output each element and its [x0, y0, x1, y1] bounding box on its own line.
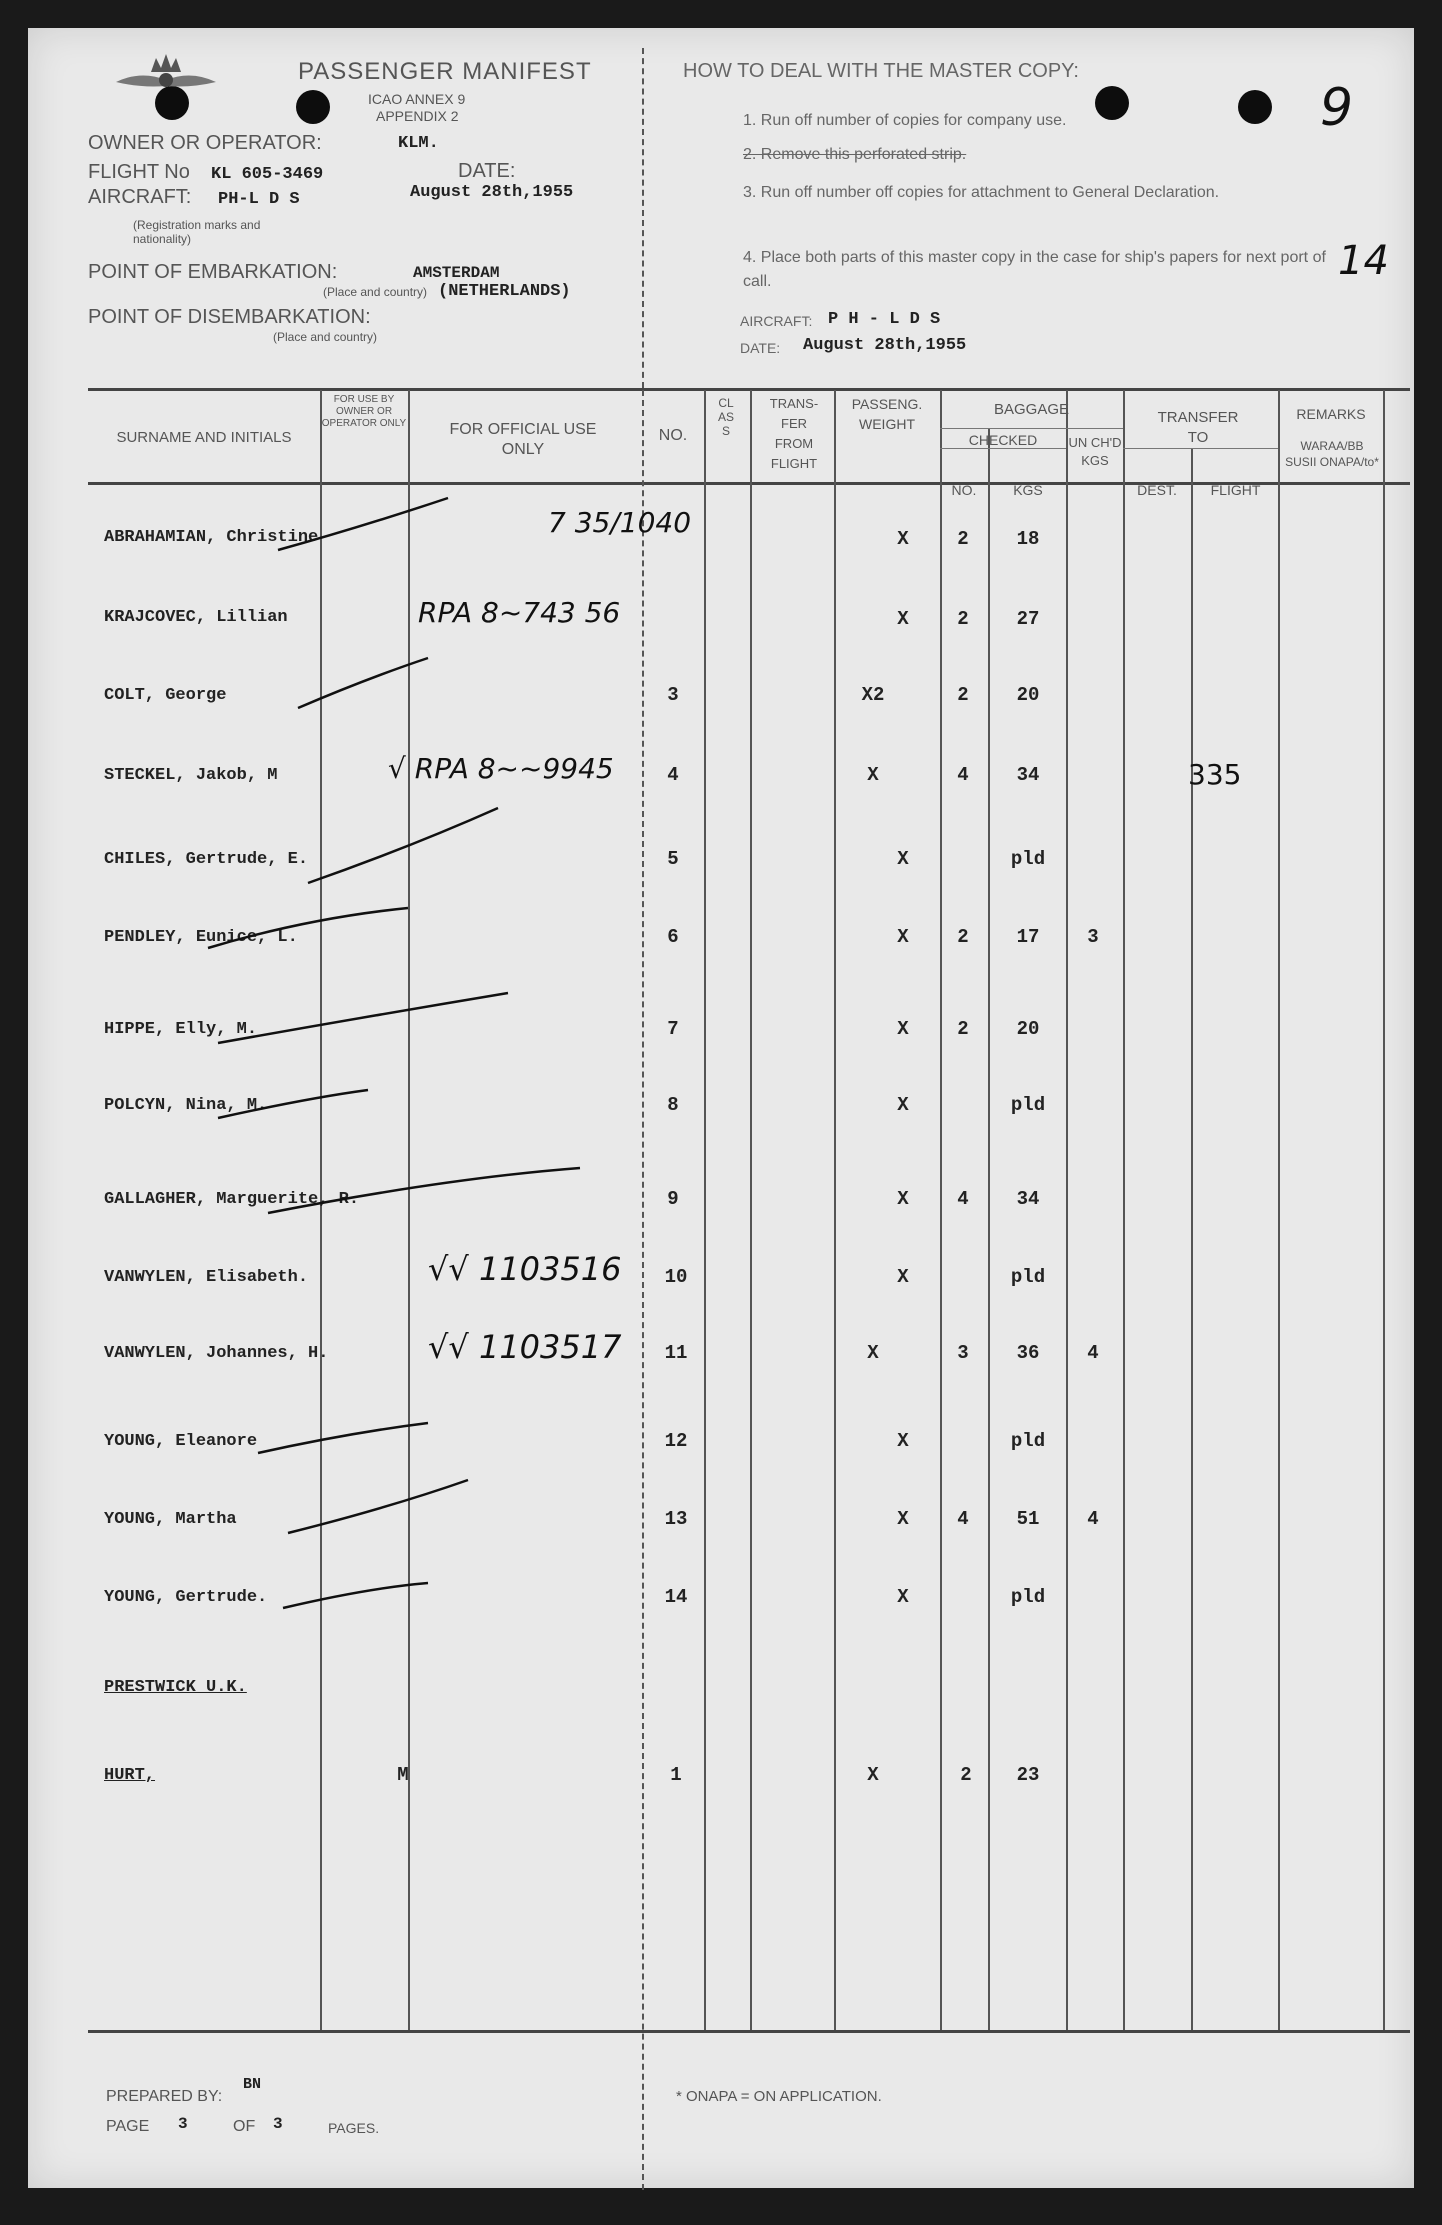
- bag-kgs: 18: [1016, 528, 1040, 550]
- passenger-name: COLT, George: [104, 686, 227, 705]
- col-header-class: CLASS: [718, 396, 735, 438]
- col-header-remarks-sub: WARAA/BB SUSII ONAPA/to*: [1285, 439, 1379, 469]
- pages-label: PAGES.: [328, 2120, 380, 2136]
- instruction-2: 2. Remove this perforated strip.: [743, 146, 967, 163]
- bag-kgs: pld: [1010, 1266, 1046, 1288]
- row-number: 4: [667, 764, 679, 786]
- row-number: 12: [664, 1430, 688, 1452]
- col-header-dest: DEST.: [1137, 482, 1177, 498]
- row-number: 6: [667, 926, 679, 948]
- owner-mark: M: [397, 1764, 409, 1786]
- passenger-name: KRAJCOVEC, Lillian: [104, 608, 288, 627]
- row-number: 1: [670, 1764, 682, 1786]
- bag-kgs: pld: [1010, 1586, 1046, 1608]
- embarkation-country: (NETHERLANDS): [438, 282, 571, 301]
- manifest-title: PASSENGER MANIFEST: [298, 58, 592, 85]
- flight-label: FLIGHT No: [88, 161, 190, 183]
- bag-count: 2: [957, 608, 969, 630]
- of-label: OF: [233, 2118, 256, 2135]
- col-header-unchecked: UN CH'D KGS: [1068, 435, 1122, 468]
- passenger-name: YOUNG, Gertrude.: [104, 1588, 268, 1607]
- place-note: (Place and country): [323, 285, 428, 299]
- page-label: PAGE: [106, 2118, 150, 2135]
- instructions-date-label: DATE:: [740, 340, 781, 356]
- bag-kgs: 34: [1016, 1188, 1040, 1210]
- bag-kgs: 20: [1016, 684, 1040, 706]
- passenger-name: ABRAHAMIAN, Christine: [104, 528, 319, 547]
- bag-count: 2: [957, 1018, 969, 1040]
- official-entry: √√ 1103517: [428, 1328, 622, 1366]
- weight-mark: X: [897, 926, 909, 948]
- bag-count: 2: [960, 1764, 972, 1786]
- weight-mark: X: [897, 1508, 909, 1530]
- passenger-name: STECKEL, Jakob, M: [104, 766, 278, 785]
- passenger-name: VANWYLEN, Johannes, H.: [104, 1344, 329, 1363]
- passenger-name: POLCYN, Nina, M.: [104, 1096, 268, 1115]
- col-header-surname: SURNAME AND INITIALS: [116, 429, 292, 446]
- bag-kgs: pld: [1010, 848, 1046, 870]
- instruction-3: 3. Run off number off copies for attachment to General Declaration.: [743, 184, 1220, 201]
- instruction-1: 1. Run off number of copies for company use.: [743, 112, 1067, 129]
- instructions-date-value: August 28th,1955: [803, 336, 967, 355]
- manifest-sheet: [28, 28, 1414, 2188]
- bag-count: 2: [957, 684, 969, 706]
- passenger-name: CHILES, Gertrude, E.: [104, 850, 309, 869]
- prepared-by-value: BN: [243, 2076, 262, 2093]
- unchecked-kgs: 4: [1087, 1342, 1099, 1364]
- row-number: 9: [667, 1188, 679, 1210]
- bag-count: 2: [957, 926, 969, 948]
- bag-count: 3: [957, 1342, 969, 1364]
- section-title: PRESTWICK U.K.: [104, 1678, 247, 1697]
- col-header-checked: CHECKED: [968, 432, 1038, 448]
- col-header-weight: PASSENG. WEIGHT: [851, 396, 923, 432]
- instructions-aircraft-label: AIRCRAFT:: [740, 313, 813, 329]
- row-number: 3: [667, 684, 679, 706]
- bag-kgs: 51: [1016, 1508, 1040, 1530]
- prepared-by-label: PREPARED BY:: [106, 2088, 223, 2105]
- weight-mark: X: [897, 1018, 909, 1040]
- weight-mark: X: [897, 1188, 909, 1210]
- weight-mark: X: [867, 1342, 879, 1364]
- handwritten-9: 9: [1320, 78, 1354, 138]
- weight-mark: X: [897, 1266, 909, 1288]
- col-header-remarks: REMARKS: [1296, 406, 1366, 422]
- embarkation-label: POINT OF EMBARKATION:: [88, 261, 338, 283]
- bag-kgs: 20: [1016, 1018, 1040, 1040]
- weight-mark: X: [867, 1764, 879, 1786]
- place-note-2: (Place and country): [273, 330, 378, 344]
- weight-mark: X: [867, 764, 879, 786]
- appendix-label: APPENDIX 2: [376, 108, 459, 124]
- owner-label: OWNER OR OPERATOR:: [88, 132, 322, 154]
- bag-kgs: 27: [1016, 608, 1040, 630]
- passenger-name: HIPPE, Elly, M.: [104, 1020, 258, 1039]
- col-header-transfer-to: TRANSFER TO: [1157, 409, 1239, 446]
- bag-kgs: 23: [1016, 1764, 1040, 1786]
- unchecked-kgs: 3: [1087, 926, 1099, 948]
- date-value: August 28th,1955: [410, 183, 574, 202]
- bag-kgs: 34: [1016, 764, 1040, 786]
- bag-kgs: pld: [1010, 1430, 1046, 1452]
- official-entry: RPA 8~743 56: [418, 596, 621, 629]
- col-header-official: FOR OFFICIAL USE ONLY: [449, 421, 597, 458]
- row-number: 7: [667, 1018, 679, 1040]
- page-number: 3: [178, 2115, 188, 2133]
- bag-count: 4: [957, 1508, 969, 1530]
- passenger-name: YOUNG, Eleanore: [104, 1432, 258, 1451]
- weight-mark: X: [897, 1094, 909, 1116]
- official-entry: √ RPA 8~~9945: [388, 752, 614, 785]
- pen-strokes: [28, 28, 1414, 2188]
- col-header-no: NO.: [658, 427, 688, 444]
- flight-value: KL 605-3469: [211, 165, 324, 184]
- col-header-bag-no: NO.: [951, 482, 977, 498]
- row-number: 10: [664, 1266, 688, 1288]
- col-header-owner-use: FOR USE BY OWNER OR OPERATOR ONLY: [321, 394, 407, 429]
- official-entry: √√ 1103516: [428, 1250, 622, 1288]
- row-number: 5: [667, 848, 679, 870]
- onapa-note: * ONAPA = ON APPLICATION.: [676, 2088, 882, 2105]
- transfer-flight: 335: [1188, 758, 1242, 791]
- row-number: 11: [664, 1342, 688, 1364]
- disembarkation-label: POINT OF DISEMBARKATION:: [88, 306, 371, 328]
- official-entry: 7 35/1040: [548, 506, 692, 539]
- aircraft-value: PH-L D S: [218, 190, 300, 209]
- weight-mark: X: [897, 608, 909, 630]
- handwritten-14: 14: [1338, 238, 1389, 284]
- bag-kgs: pld: [1010, 1094, 1046, 1116]
- passenger-name: PENDLEY, Eunice, L.: [104, 928, 298, 947]
- bag-kgs: 36: [1016, 1342, 1040, 1364]
- instructions-title: HOW TO DEAL WITH THE MASTER COPY:: [683, 60, 1079, 82]
- bag-count: 4: [957, 1188, 969, 1210]
- passenger-name: YOUNG, Martha: [104, 1510, 237, 1529]
- aircraft-label: AIRCRAFT:: [88, 186, 192, 208]
- col-header-flight: FLIGHT: [1210, 482, 1261, 498]
- weight-mark: X: [897, 1586, 909, 1608]
- col-header-kgs: KGS: [1013, 482, 1043, 498]
- weight-mark: X: [897, 528, 909, 550]
- col-header-baggage: BAGGAGE: [993, 401, 1070, 418]
- unchecked-kgs: 4: [1087, 1508, 1099, 1530]
- total-pages: 3: [273, 2115, 283, 2133]
- weight-mark: X: [897, 1430, 909, 1452]
- col-header-transfer-from: TRANS-FER FROM FLIGHT: [769, 396, 819, 471]
- bag-count: 2: [957, 528, 969, 550]
- row-number: 13: [664, 1508, 688, 1530]
- weight-mark: X2: [861, 684, 885, 706]
- owner-value: KLM.: [398, 134, 439, 153]
- weight-mark: X: [897, 848, 909, 870]
- passenger-name: GALLAGHER, Marguerite, R.: [104, 1190, 360, 1209]
- passenger-name: HURT,: [104, 1766, 156, 1785]
- embarkation-city: AMSTERDAM: [413, 264, 500, 282]
- instruction-4: 4. Place both parts of this master copy in the case for ship's papers for next port of call.: [743, 249, 1326, 290]
- row-number: 14: [664, 1586, 688, 1608]
- passenger-name: VANWYLEN, Elisabeth.: [104, 1268, 309, 1287]
- date-label: DATE:: [458, 160, 516, 182]
- registration-note: (Registration marks and nationality): [133, 218, 261, 246]
- row-number: 8: [667, 1094, 679, 1116]
- bag-kgs: 17: [1016, 926, 1040, 948]
- instructions-aircraft-value: P H - L D S: [828, 310, 941, 329]
- annex-label: ICAO ANNEX 9: [368, 91, 466, 107]
- bag-count: 4: [957, 764, 969, 786]
